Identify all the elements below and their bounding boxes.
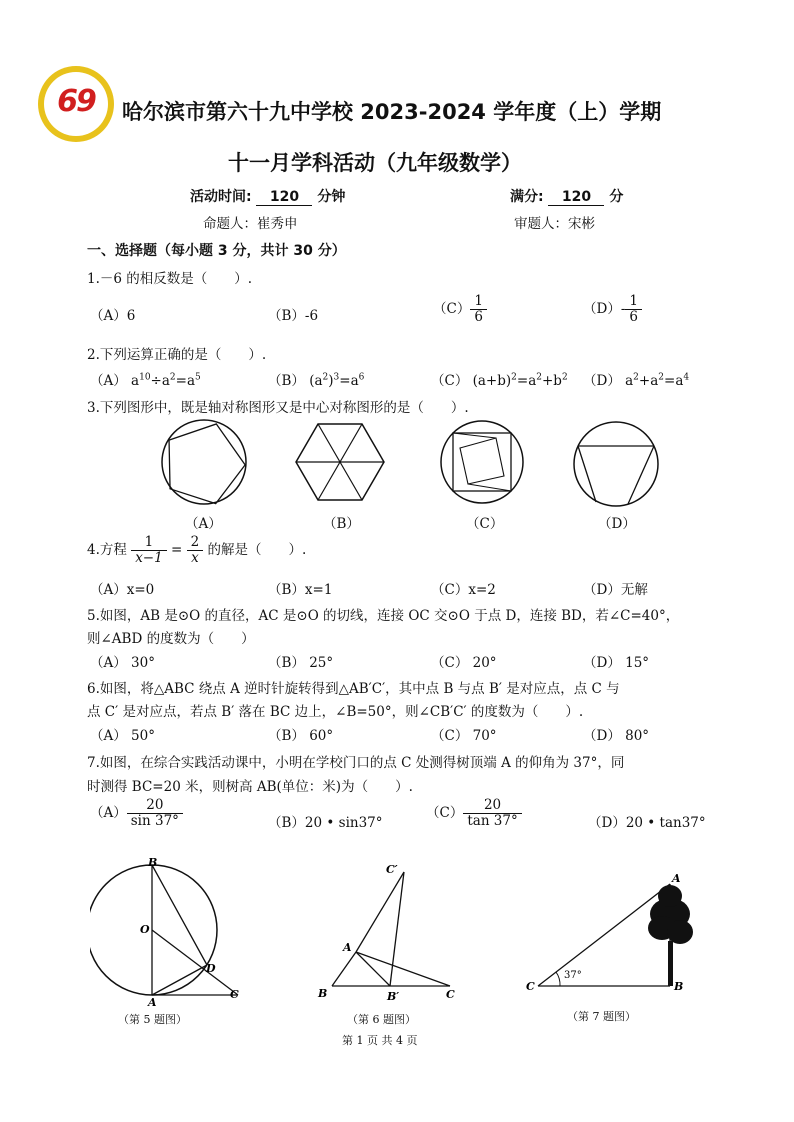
q5-line-2: 则∠ABD 的度数为（ ） (87, 631, 255, 647)
fig7-angle-label: 37° (564, 970, 582, 981)
fig5-point-a: A (148, 996, 157, 1009)
q1-d-num: 1 (625, 294, 642, 310)
fig5-point-d: D (206, 962, 216, 975)
q2-stem: 2.下列运算正确的是（ ）. (87, 347, 267, 363)
figure-7 (520, 866, 710, 1001)
q3-label-b: （B） (323, 516, 360, 532)
q4-suffix: 的解是（ ）. (207, 541, 307, 558)
q5-line-1: 5.如图，AB 是⊙O 的直径，AC 是⊙O 的切线，连接 OC 交⊙O 于点 D，连接 BD，若∠C=40°， (87, 608, 680, 624)
fig6-point-b-prime: B′ (387, 990, 400, 1003)
q4-prefix: 4.方程 (87, 541, 127, 558)
q5-option-c: （C） 20° (431, 655, 497, 671)
q5-option-a: （A） 30° (90, 655, 155, 671)
page-title: 十一月学科活动（九年级数学） (228, 151, 522, 175)
q6-option-b: （B） 60° (268, 728, 334, 744)
time-value: 120 (256, 189, 312, 206)
reviewer: 审题人：宋彬 (514, 216, 595, 232)
q4-f1-num: 1 (131, 535, 167, 551)
figure-5 (90, 852, 250, 1012)
fig6-point-c-prime: C′ (386, 863, 398, 876)
q6-option-c: （C） 70° (431, 728, 497, 744)
q7-c-prefix: （C） (426, 804, 464, 821)
q1-c-prefix: （C） (433, 300, 471, 317)
fig7-point-a: A (672, 872, 681, 885)
score-row (510, 186, 623, 206)
q3-label-d: （D） (598, 516, 636, 532)
time-unit: 分钟 (317, 189, 346, 205)
fig5-point-c: C (230, 988, 239, 1001)
q5-option-b: （B） 25° (268, 655, 334, 671)
page-footer: 第 1 页 共 4 页 (342, 1034, 418, 1047)
q4-option-b: （B）x=1 (268, 582, 333, 598)
score-value: 120 (548, 189, 604, 206)
score-unit: 分 (609, 189, 624, 205)
tree-icon (648, 885, 693, 986)
q6-option-a: （A） 50° (90, 728, 155, 744)
school-logo (38, 66, 114, 142)
q1-c-fraction (470, 294, 487, 325)
q5-option-d: （D） 15° (583, 655, 650, 671)
fig7-point-c: C (526, 980, 535, 993)
q7-a-prefix: （A） (90, 804, 127, 821)
q1-c-den: 6 (474, 308, 483, 325)
q7-a-den: sin 37° (130, 812, 179, 829)
q3-stem: 3.下列图形中，既是轴对称图形又是中心对称图形的是（ ）. (87, 400, 469, 416)
q4-stem (87, 535, 306, 566)
q1-option-d (583, 294, 642, 325)
q4-option-d: （D）无解 (583, 582, 648, 598)
fig7-caption: （第 7 题图） (567, 1010, 636, 1023)
q2-option-a: （A） $a^{10}\div a^2=a^5$ (90, 372, 201, 389)
q4-f2-num: 2 (187, 535, 204, 551)
q1-stem: 1.－6 的相反数是（ ）. (87, 271, 253, 287)
q7-c-den: tan 37° (467, 812, 518, 829)
fig5-caption: （第 5 题图） (118, 1013, 187, 1026)
q4-fraction-2 (187, 535, 204, 566)
time-label: 活动时间: (190, 189, 252, 205)
q3-figure-b (292, 420, 388, 510)
q7-option-b: （B）20 • sin37° (268, 815, 383, 831)
q2-option-c: （C） $(a+b)^2=a^2+b^2$ (431, 372, 568, 389)
q4-option-a: （A）x=0 (90, 582, 155, 598)
fig6-point-b: B (318, 987, 328, 1000)
q1-d-den: 6 (629, 308, 638, 325)
q7-line-2: 时测得 BC=20 米，则树高 AB(单位：米)为（ ）. (87, 779, 413, 795)
q4-equals: = (171, 541, 183, 558)
section-title: 一、选择题（每小题 3 分，共计 30 分） (87, 243, 346, 259)
author: 命题人：崔秀申 (203, 216, 298, 232)
q6-line-1: 6.如图，将△ABC 绕点 A 逆时针旋转得到△AB′C′，其中点 B 与点 B′ 是对应点，点 C 与 (87, 681, 620, 697)
q1-d-fraction (625, 294, 642, 325)
q7-c-num: 20 (463, 798, 521, 814)
q3-label-a: （A） (185, 516, 222, 532)
q1-option-b: （B）-6 (268, 308, 319, 324)
q2-option-b: （B） $(a^2)^3=a^6$ (268, 372, 365, 389)
q7-c-fraction (463, 798, 521, 829)
q7-a-fraction (127, 798, 183, 829)
q2-option-d: （D） $a^2+a^2=a^4$ (583, 372, 690, 389)
q1-option-a: （A）6 (90, 308, 136, 324)
q7-option-a (90, 798, 183, 829)
logo-number: 69 (57, 83, 95, 119)
fig5-point-b: B (148, 856, 158, 869)
q7-option-d: （D）20 • tan37° (588, 815, 706, 831)
q4-f1-den: x−1 (135, 549, 163, 566)
q1-option-c (433, 294, 487, 325)
q3-figure-d (570, 418, 662, 510)
q3-figure-c (438, 418, 528, 508)
school-line: 哈尔滨市第六十九中学校 2023-2024 学年度（上）学期 (122, 100, 662, 124)
q4-fraction-1 (131, 535, 167, 566)
q4-option-c: （C）x=2 (431, 582, 496, 598)
q3-label-c: （C） (466, 516, 504, 532)
figure-6 (312, 860, 472, 1005)
q1-c-num: 1 (470, 294, 487, 310)
fig5-point-o: O (140, 923, 150, 936)
q7-line-1: 7.如图，在综合实践活动课中，小明在学校门口的点 C 处测得树顶端 A 的仰角为 37°，同 (87, 755, 625, 771)
fig6-point-a: A (343, 941, 352, 954)
q3-figure-a (150, 418, 260, 514)
q4-f2-den: x (191, 549, 199, 566)
q7-a-num: 20 (127, 798, 183, 814)
q6-option-d: （D） 80° (583, 728, 650, 744)
score-label: 满分: (510, 189, 544, 205)
q6-line-2: 点 C′ 是对应点，若点 B′ 落在 BC 边上，∠B=50°，则∠CB′C′ 的度数为（ ）. (87, 704, 584, 720)
fig7-point-b: B (674, 980, 684, 993)
time-row (190, 186, 345, 206)
fig6-point-c: C (446, 988, 455, 1001)
q1-d-prefix: （D）- (583, 300, 626, 317)
q7-option-c (426, 798, 522, 829)
fig6-caption: （第 6 题图） (347, 1013, 416, 1026)
